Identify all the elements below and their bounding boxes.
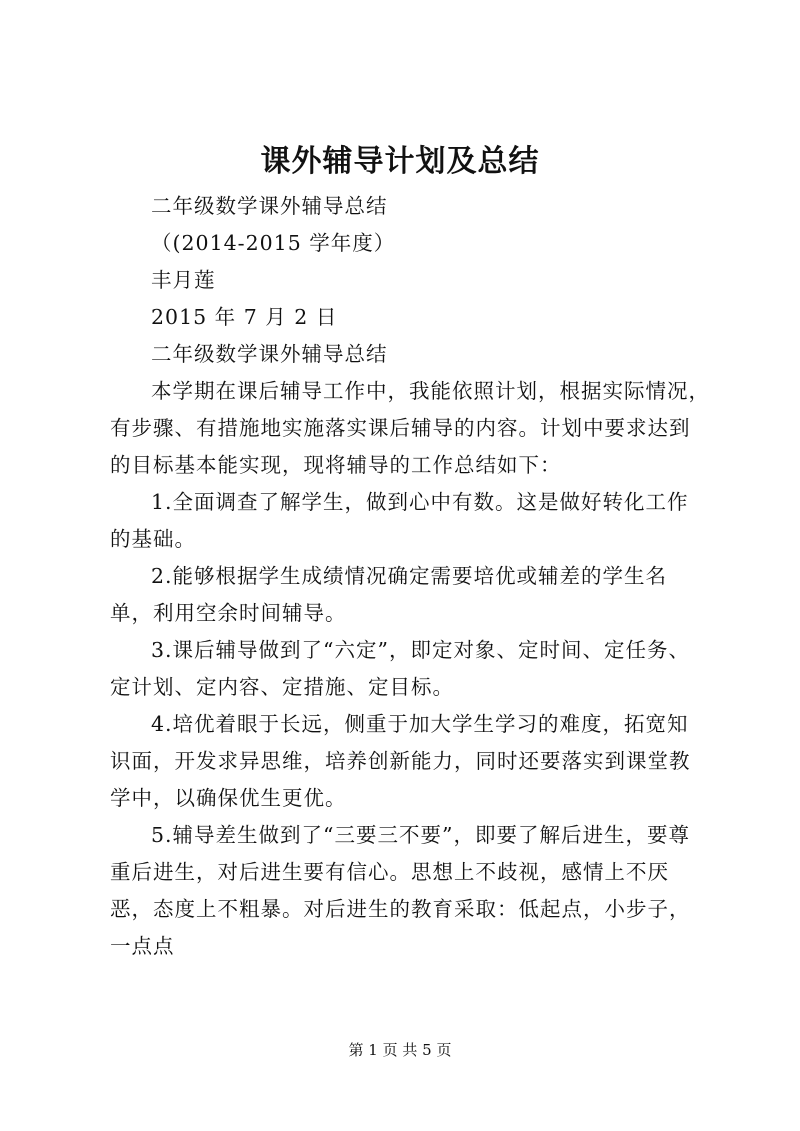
paragraph-subtitle: 二年级数学课外辅导总结 [151, 194, 388, 218]
paragraph-intro: 本学期在课后辅导工作中，我能依照计划，根据实际情况，有步骤、有措施地实施落实课后辅导的内容。计划中要求达到的目标基本能实现，现将辅导的工作总结如下： [110, 379, 710, 477]
paragraph-date: 2015 年 7 月 2 日 [151, 305, 338, 329]
document-title: 课外辅导计划及总结 [260, 144, 540, 179]
paragraph-item-5: 5.辅导差生做到了“三要三不要”，即要了解后进生，要尊重后进生，对后进生要有信心。思想上不歧视，感情上不厌恶，态度上不粗暴。对后进生的教育采取：低起点，小步子，一点点 [110, 823, 691, 958]
page-footer: 第 1 页 共 5 页 [348, 1041, 452, 1059]
paragraph-subtitle-repeat: 二年级数学课外辅导总结 [151, 342, 388, 366]
paragraph-author: 丰月莲 [151, 268, 216, 292]
paragraph-school-year: （(2014-2015 学年度） [151, 231, 396, 255]
document-body [110, 188, 710, 965]
paragraph-item-1: 1.全面调查了解学生，做到心中有数。这是做好转化工作的基础。 [110, 490, 689, 551]
paragraph-item-2: 2.能够根据学生成绩情况确定需要培优或辅差的学生名单，利用空余时间辅导。 [110, 564, 668, 625]
paragraph-item-3: 3.课后辅导做到了“六定”，即定对象、定时间、定任务、定计划、定内容、定措施、定目标。 [110, 638, 691, 699]
paragraph-item-4: 4.培优着眼于长远，侧重于加大学生学习的难度，拓宽知识面，开发求异思维，培养创新能力，同时还要落实到课堂教学中，以确保优生更优。 [110, 712, 691, 810]
